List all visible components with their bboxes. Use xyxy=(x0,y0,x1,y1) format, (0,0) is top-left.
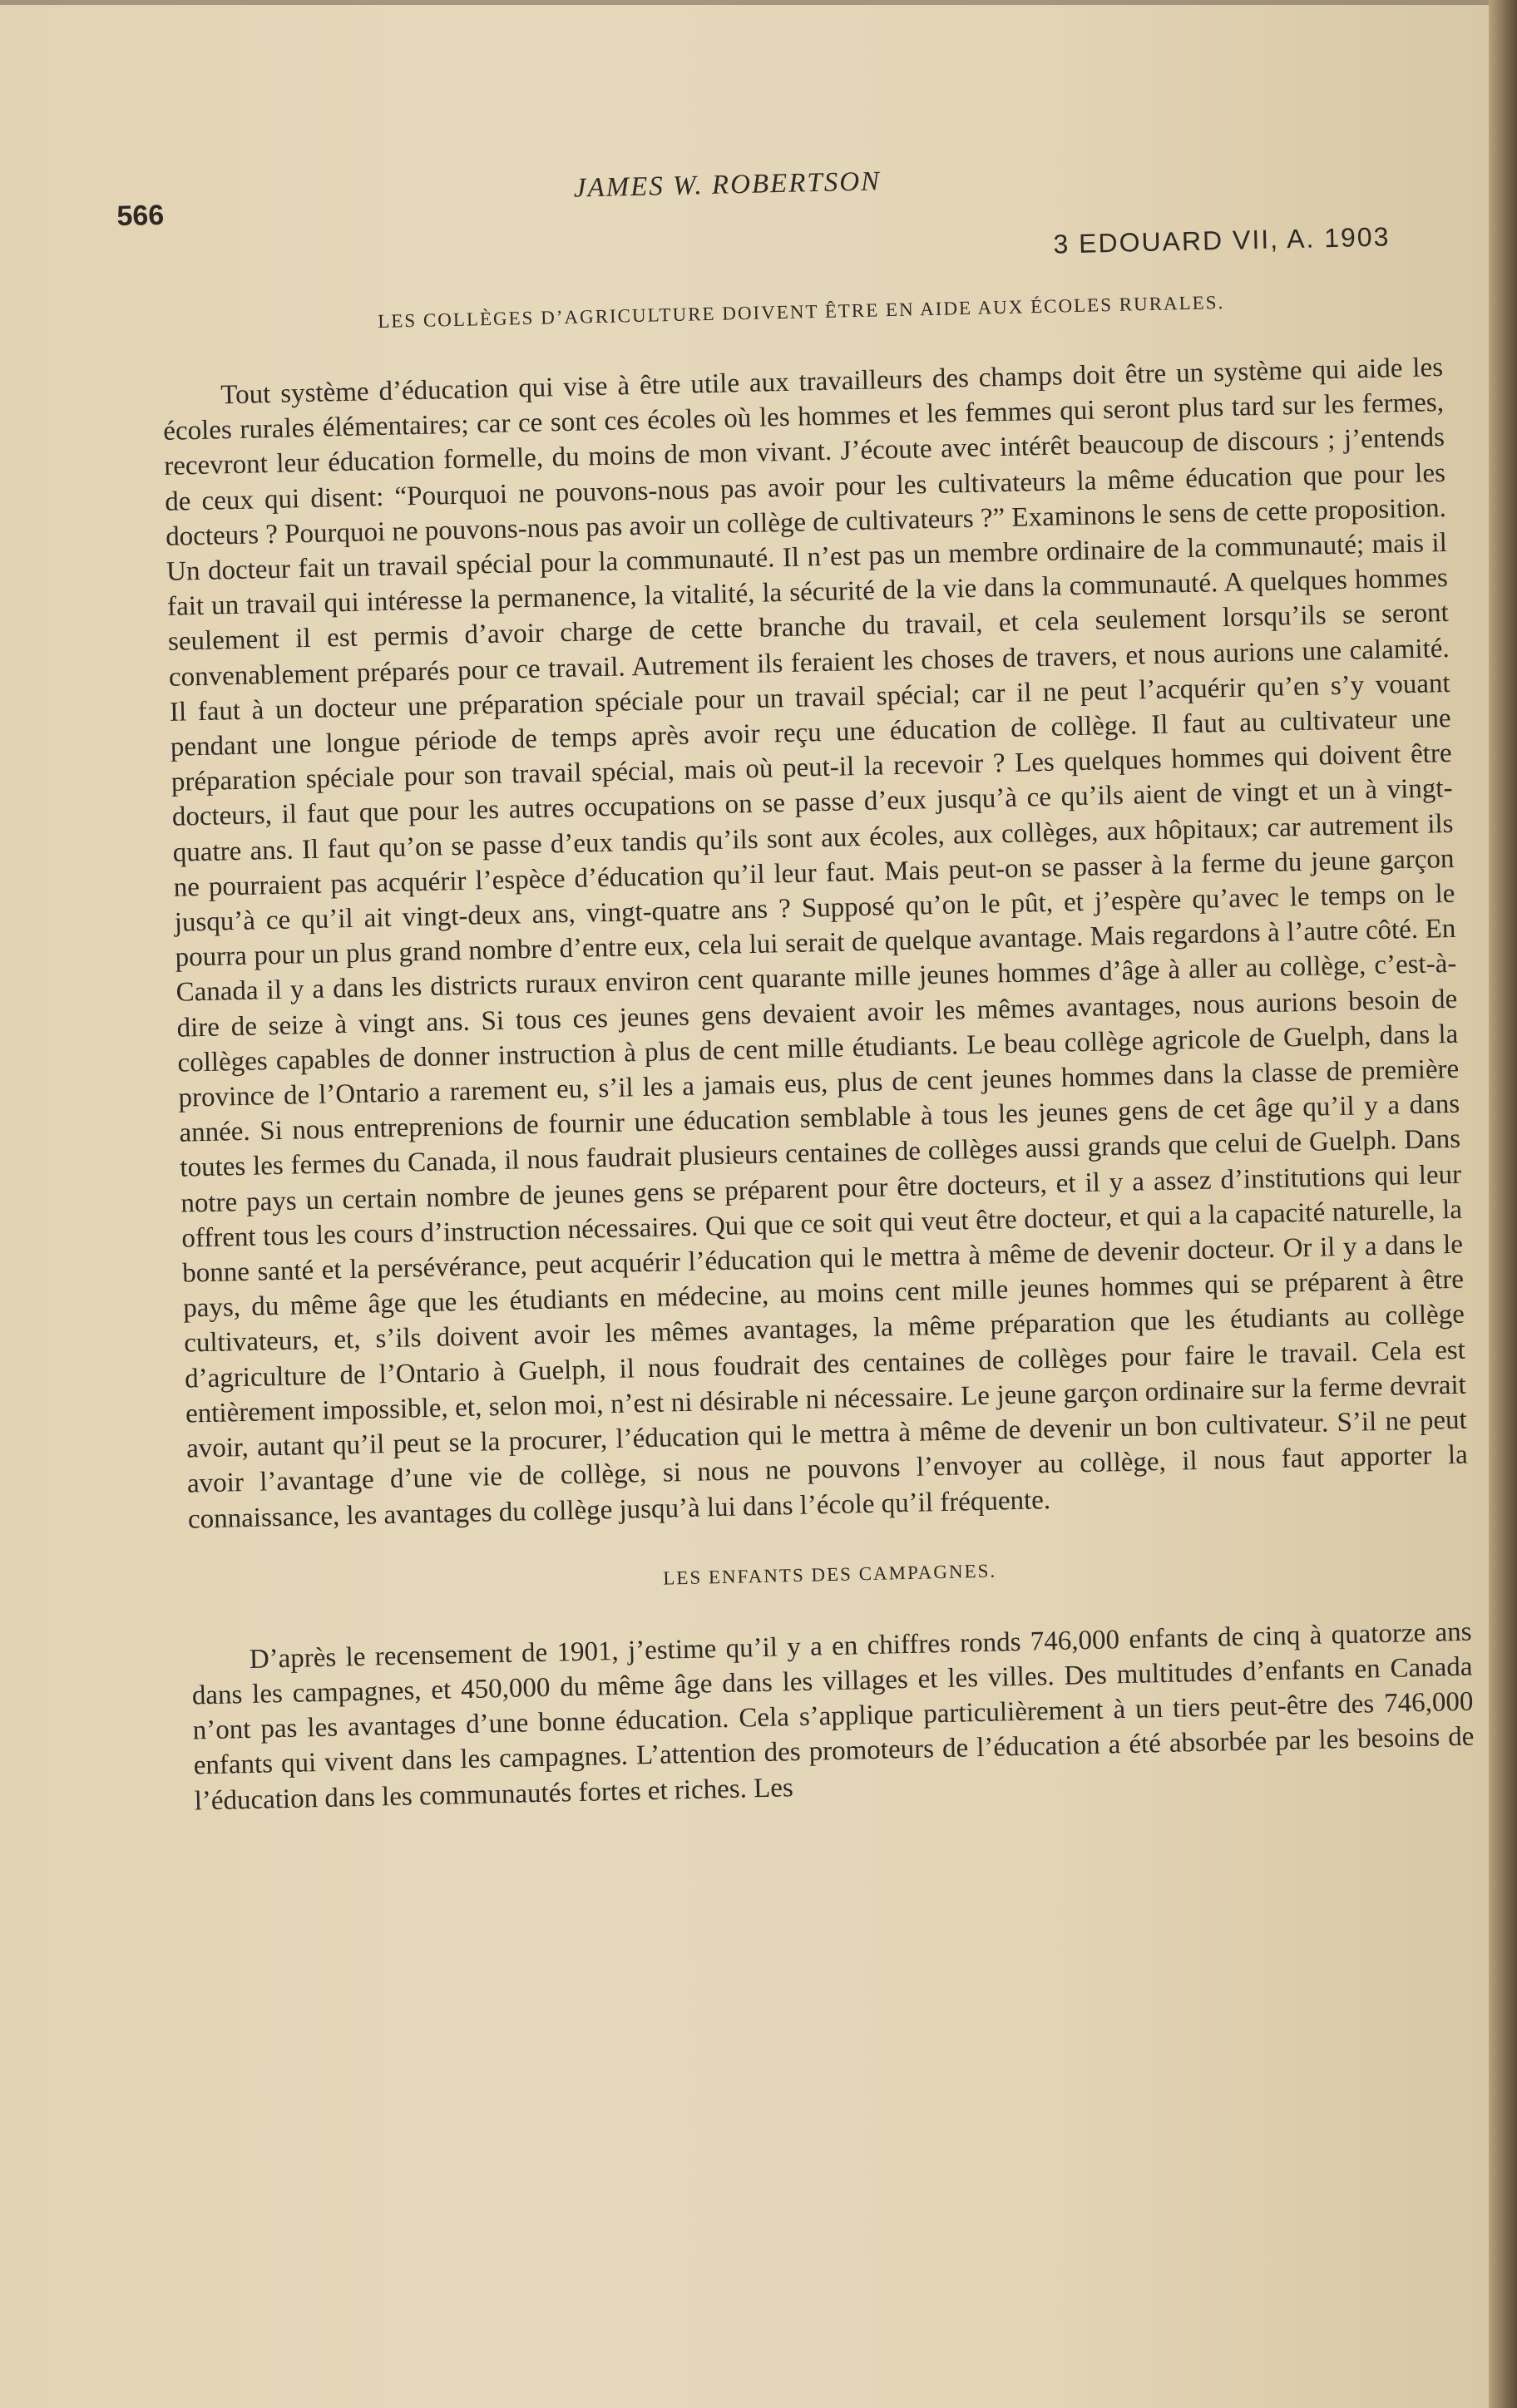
page-number: 566 xyxy=(116,199,165,233)
section-title: LES ENFANTS DES CAMPAGNES. xyxy=(663,1560,997,1589)
book-spine-edge xyxy=(1489,0,1517,2408)
running-head-author: JAMES W. ROBERTSON xyxy=(573,166,882,204)
page-content xyxy=(116,166,1475,1818)
page-top-edge xyxy=(0,0,1489,5)
body-paragraph: D’après le recensement de 1901, j’estime qu’il y a en chiffres ronds 746,000 enfants de cinq à quatorze ans dans les campagnes, et 450,000 du même âge dans les villages et les villes. Des multitudes d’enfants en Canada n’ont pas les avantages d’une bonne éducation. Cela s’applique particulièrement à un tiers peut-être des 746,000 enfants qui vivent dans les campagnes. L’attention des promoteurs de l’éducation a été absorbée par les besoins de l’éducation dans les communautés fortes et riches. Les xyxy=(191,1616,1475,1817)
running-head-session: 3 EDOUARD VII, A. 1903 xyxy=(1053,221,1391,259)
section-title: LES COLLÈGES D’AGRICULTURE DOIVENT ÊTRE EN AIDE AUX ÉCOLES RURALES. xyxy=(377,291,1225,333)
body-paragraph: Tout système d’éducation qui vise à être utile aux travailleurs des champs doit être un système qui aide les écoles rurales élémentaires; car ce sont ces écoles où les hommes et les femmes qui seront plus tard sur les fermes, recevront leur éducation formelle, du moins de mon vivant. J’écoute avec intérêt beaucoup de discours ; j’entends de ceux qui disent: “Pourquoi ne pouvons-nous pas avoir pour les cultivateurs la même éducation que pour les docteurs ? Pourquoi ne pouvons-nous pas avoir un collège de cultivateurs ?” Examinons le sens de cette proposition. Un docteur fait un travail spécial pour la communauté. Il n’est pas un membre ordinaire de la communauté; mais il fait un travail qui intéresse la permanence, la vitalité, la sécurité de la vie dans la communauté. A quelques hommes seulement il est permis d’avoir charge de cette branche du travail, et cela seulement lorsqu’ils se seront convenablement préparés pour ce travail. Autrement ils feraient les choses de travers, et nous aurions une calamité. Il faut à un docteur une préparation spéciale pour un travail spécial; car il ne peut l’acquérir qu’en s’y vouant pendant une longue période de temps après avoir reçu une éducation de collège. Il faut au cultivateur une préparation spéciale pour son travail spécial, mais où peut-il la recevoir ? Les quelques hommes qui doivent être docteurs, il faut que pour les autres occupations on se passe d’eux jusqu’à ce qu’ils aient de vingt et un à vingt-quatre ans. Il faut qu’on se passe d’eux tandis qu’ils sont aux écoles, aux collèges, aux hôpitaux; car autrement ils ne pourraient pas acquérir l’espèce d’éducation qu’il leur faut. Mais peut-on se passer à la ferme du jeune garçon jusqu’à ce qu’il ait vingt-deux ans, vingt-quatre ans ? Supposé qu’on le pût, et j’espère qu’avec le temps on le pourra pour un plus grand nombre d’entre eux, cela lui serait de quelque avantage. Mais regardons à l’autre côté. En Canada il y a dans les districts ruraux environ cent quarante mille jeunes hommes d’âge à aller au collège, c’est-à-dire de seize à vingt ans. Si tous ces jeunes gens devaient avoir les mêmes avantages, nous aurions besoin de collèges capables de donner instruction à plus de cent mille étudiants. Le beau collège agricole de Guelph, dans la province de l’Ontario a rarement eu, s’il les a jamais eus, plus de cent jeunes hommes dans la classe de première année. Si nous entreprenions de fournir une éducation semblable à tous les jeunes gens de cet âge qu’il y a dans toutes les fermes du Canada, il nous faudrait plusieurs centaines de collèges aussi grands que celui de Guelph. Dans notre pays un certain nombre de jeunes gens se préparent pour être docteurs, et il y a assez d’institutions qui leur offrent tous les cours d’instruction nécessaires. Qui que ce soit qui veut être docteur, et qui a la capacité naturelle, la bonne santé et la persévérance, peut acquérir l’éducation qui le mettra à même de devenir docteur. Or il y a dans le pays, du même âge que les étudiants en médecine, au moins cent mille jeunes hommes qui se préparent à être cultivateurs, et, s’ils doivent avoir les mêmes avantages, la même préparation que les étudiants au collège d’agriculture de l’Ontario à Guelph, il nous foudrait des centaines de collèges pour faire le travail. Cela est entièrement impossible, et, selon moi, n’est ni désirable ni nécessaire. Le jeune garçon ordinaire sur la ferme devrait avoir, autant qu’il peut se la procurer, l’éducation qui le mettra à même de devenir un bon cultivateur. S’il ne peut avoir l’avantage d’une vie de collège, si nous ne pouvons l’envoyer au collège, il nous faut apporter la connaissance, les avantages du collège jusqu’à lui dans l’école qu’il fréquente. xyxy=(162,353,1469,1535)
